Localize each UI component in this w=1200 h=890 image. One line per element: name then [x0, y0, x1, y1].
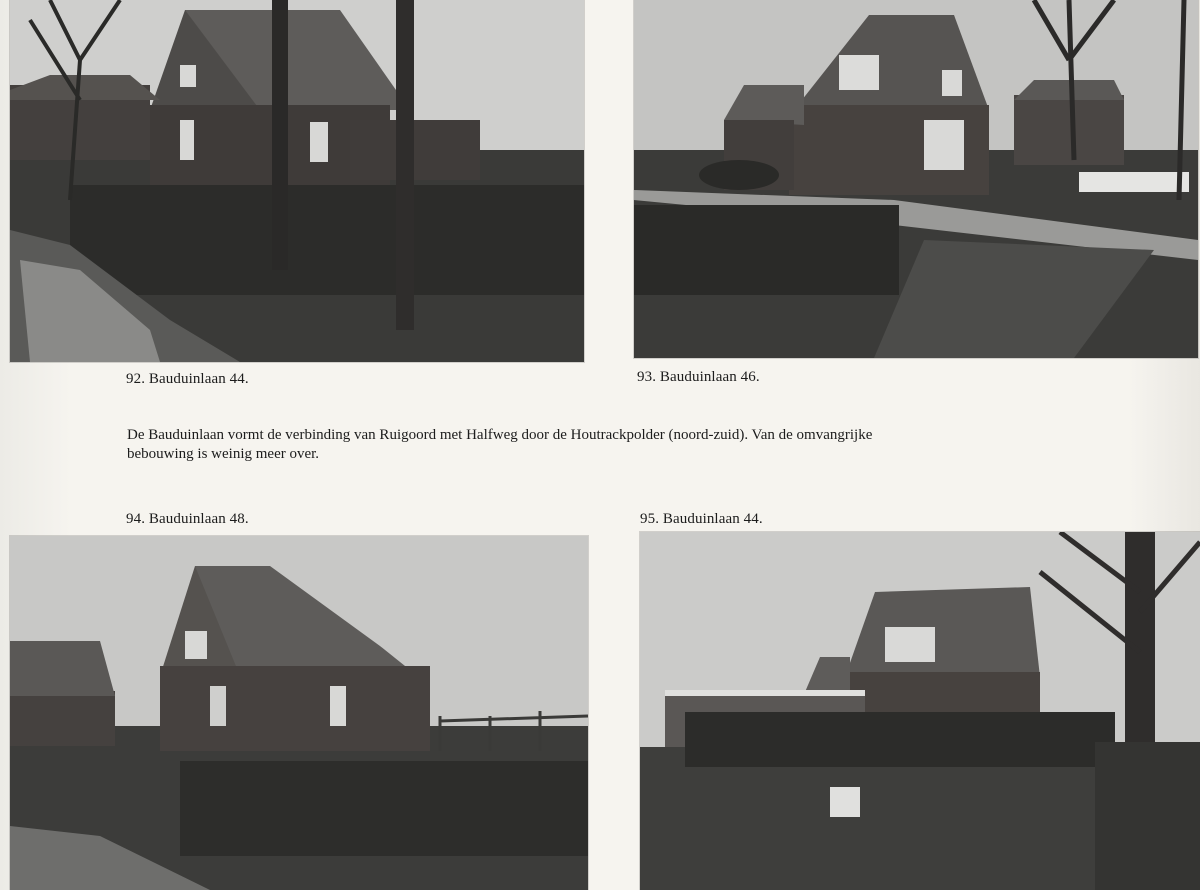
photo-92	[10, 0, 584, 362]
caption-94: 94. Bauduinlaan 48.	[126, 511, 249, 527]
description-line-1: De Bauduinlaan vormt de verbinding van Ruigoord met Halfweg door de Houtrackpolder (noord-zuid). Van de omvangrijke	[127, 427, 873, 443]
photo-93	[634, 0, 1198, 358]
photo-95	[640, 532, 1200, 890]
caption-92: 92. Bauduinlaan 44.	[126, 371, 249, 387]
description-paragraph	[127, 426, 1077, 464]
photo-94	[10, 536, 588, 890]
description-line-2: bebouwing is weinig meer over.	[127, 446, 320, 462]
caption-95: 95. Bauduinlaan 44.	[640, 511, 763, 527]
caption-93: 93. Bauduinlaan 46.	[637, 369, 760, 385]
